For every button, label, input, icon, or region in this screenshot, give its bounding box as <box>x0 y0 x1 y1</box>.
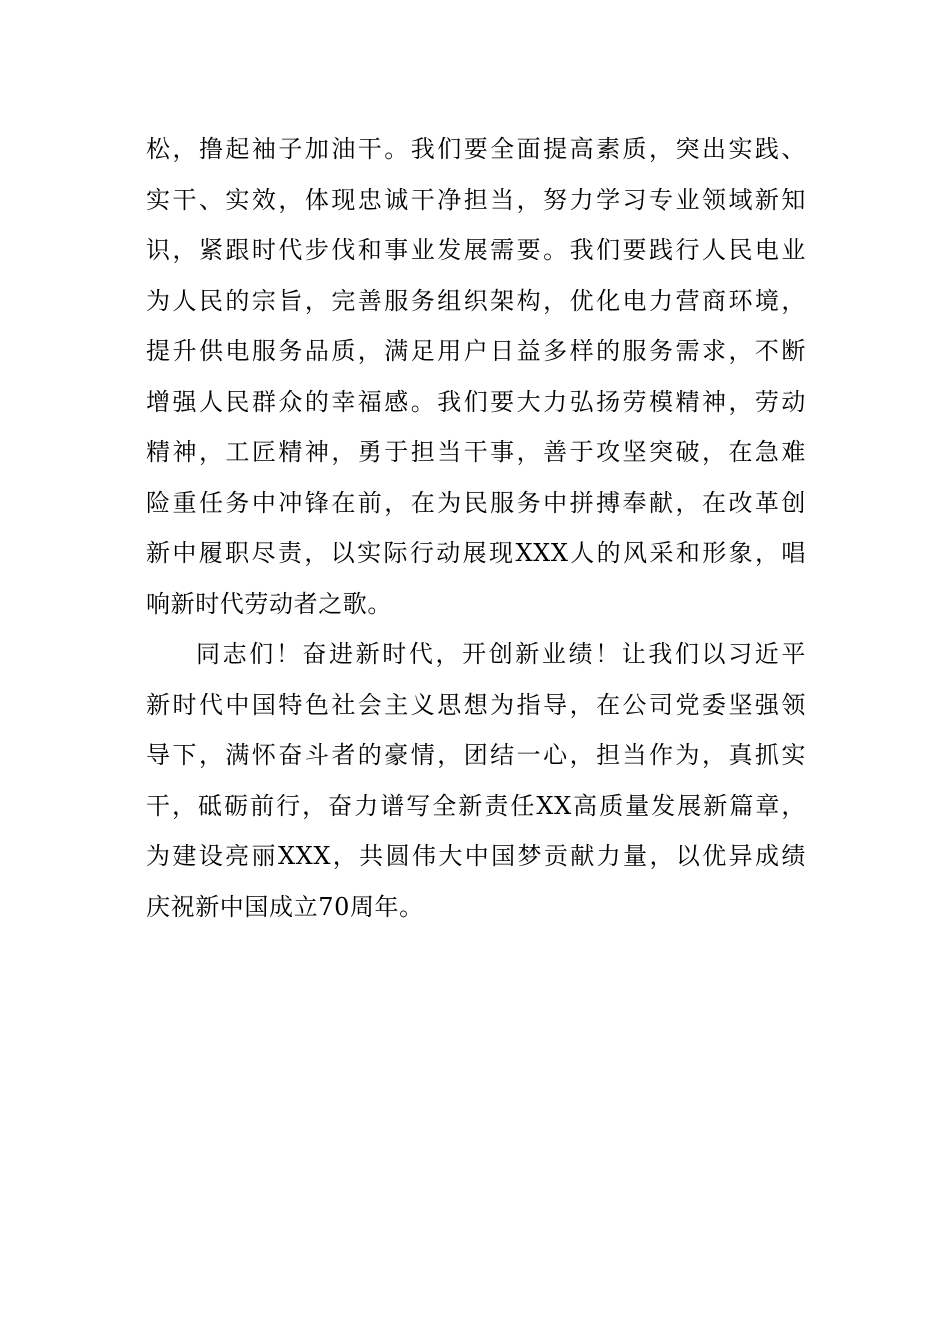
body-text <box>146 124 806 932</box>
text-line: 精神，工匠精神，勇于担当干事，善于攻坚突破，在急难 <box>146 438 806 466</box>
text-line: 为人民的宗旨，完善服务组织架构，优化电力营商环境， <box>146 286 806 315</box>
text-line: 松，撸起袖子加油干。我们要全面提高素质，突出实践、 <box>146 135 806 163</box>
text-line: 新时代中国特色社会主义思想为指导，在公司党委坚强领 <box>146 690 806 719</box>
text-line: 实干、实效，体现忠诚干净担当，努力学习专业领域新知 <box>146 185 806 214</box>
text-line: 险重任务中冲锋在前，在为民服务中拼搏奉献，在改革创 <box>146 488 806 517</box>
text-line: 同志们！奋进新时代，开创新业绩！让我们以习近平 <box>196 640 806 668</box>
text-line: 提升供电服务品质，满足用户日益多样的服务需求，不断 <box>146 337 806 365</box>
text-line: 增强人民群众的幸福感。我们要大力弘扬劳模精神，劳动 <box>146 387 806 416</box>
paragraph-1 <box>146 124 806 629</box>
text-line: 响新时代劳动者之歌。 <box>146 589 392 618</box>
text-line: 庆祝新中国成立70周年。 <box>146 892 424 921</box>
text-line: 为建设亮丽XXX，共圆伟大中国梦贡献力量，以优异成绩 <box>146 842 806 870</box>
text-line: 干，砥砺前行，奋力谱写全新责任XX高质量发展新篇章， <box>146 791 806 820</box>
text-line: 新中履职尽责，以实际行动展现XXX人的风采和形象，唱 <box>146 539 806 567</box>
paragraph-2 <box>146 629 806 932</box>
text-line: 导下，满怀奋斗者的豪情，团结一心，担当作为，真抓实 <box>146 741 806 769</box>
text-line: 识，紧跟时代步伐和事业发展需要。我们要践行人民电业 <box>146 236 806 264</box>
